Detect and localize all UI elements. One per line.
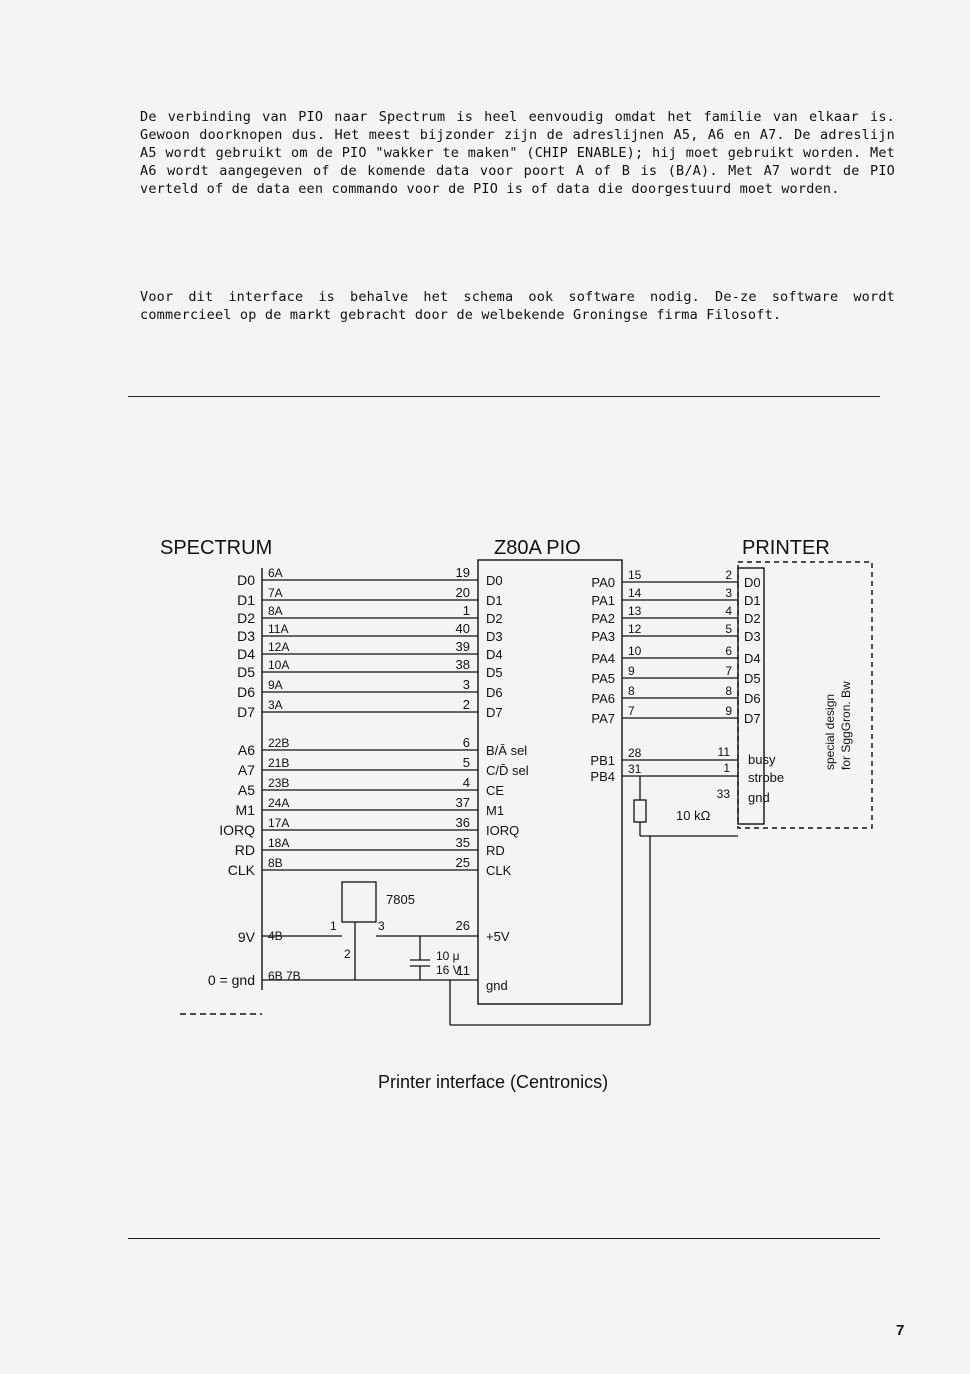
pio-left-label: B/Ā sel: [486, 743, 528, 758]
edge-label: 3A: [268, 698, 283, 712]
pio-pin-number: 38: [455, 657, 470, 672]
pio-pin-number: 4: [462, 775, 470, 790]
credit-line-2: for SggGron. Bw: [839, 681, 853, 770]
spectrum-pin-m1: M1: [235, 802, 255, 818]
pio-pin-number: 6: [462, 735, 470, 750]
spectrum-pin-d3: D3: [237, 628, 255, 644]
pio-plus5v-label: +5V: [486, 929, 510, 944]
pio-port-pin: 13: [628, 604, 642, 618]
pio-title: Z80A PIO: [494, 537, 581, 559]
spectrum-pin-iorq: IORQ: [219, 822, 255, 838]
credit-line-1: special design: [823, 693, 837, 770]
printer-ctrl-pin: 33: [716, 787, 730, 801]
pio-pb-pin: 31: [628, 762, 642, 776]
printer-pin-number: 8: [725, 684, 732, 698]
edge-label: 9A: [268, 678, 283, 692]
spectrum-pin-a7: A7: [237, 762, 255, 778]
pio-pin-number: 35: [455, 835, 470, 850]
edge-label: 23B: [268, 776, 290, 790]
printer-busy-label: busy: [748, 752, 776, 767]
spectrum-pin-d4: D4: [237, 646, 255, 662]
printer-title: PRINTER: [742, 537, 830, 559]
pio-pin-number: 25: [455, 855, 470, 870]
printer-data-label: D5: [744, 671, 761, 686]
spectrum-pin-a5: A5: [237, 782, 255, 798]
printer-gnd-label: gnd: [748, 790, 770, 805]
spectrum-pin-d7: D7: [237, 704, 255, 720]
edge-label: 10A: [268, 658, 290, 672]
printer-data-label: D1: [744, 593, 761, 608]
pio-left-label: M1: [486, 803, 505, 818]
pio-pin-number: 37: [455, 795, 470, 810]
printer-pin-number: 6: [725, 644, 732, 658]
pio-port-pa0: PA0: [591, 575, 615, 590]
edge-label: 6A: [268, 566, 283, 580]
spectrum-pin-a6: A6: [237, 742, 255, 758]
intro-paragraph: De verbinding van PIO naar Spectrum is heel eenvoudig omdat het familie van elkaar is. Gewoon doorknopen dus. Het meest bijzonder zijn de adreslijnen A5, A6 en A7. De adreslijn A5 wordt gebruikt om de PIO "wakker te maken" (CHIP ENABLE); hij moet gebruikt worden. Met A6 wordt aangegeven of de komende data voor poort A of B is (B/A). Met A7 wordt de PIO verteld of de data een commando voor de PIO is of data die doorgestuurd moet worden.: [140, 109, 895, 197]
pio-left-label: IORQ: [486, 823, 520, 838]
regulator-pin: 1: [330, 919, 337, 933]
pio-left-label: D5: [486, 665, 503, 680]
pio-pb4: PB4: [590, 769, 615, 784]
spectrum-pin-d0: D0: [237, 572, 255, 588]
printer-ctrl-pin: 1: [723, 761, 730, 775]
edge-label: 22B: [268, 736, 290, 750]
printer-pin-number: 9: [725, 704, 732, 718]
spectrum-pin-d6: D6: [237, 684, 255, 700]
pio-gnd-label: gnd: [486, 978, 508, 993]
spectrum-pin-d2: D2: [237, 610, 255, 626]
software-paragraph: Voor dit interface is behalve het schema ook software nodig. De-ze software wordt commercieel op de markt gebracht door de welbekende Groningse firma Filosoft.: [140, 289, 895, 323]
printer-ctrl-pin: 11: [717, 745, 730, 759]
resistor-10k: [634, 800, 646, 822]
spectrum-title: SPECTRUM: [160, 537, 273, 559]
pio-left-label: D6: [486, 685, 503, 700]
regulator-pin: 3: [378, 919, 385, 933]
pio-pin-number: 19: [455, 565, 470, 580]
edge-label: 11A: [268, 622, 289, 636]
supply-9v-label: 9V: [237, 929, 255, 945]
pio-pin-number: 1: [462, 603, 470, 618]
pio-pin-26: 26: [455, 918, 470, 933]
pio-port-pin: 8: [628, 684, 635, 698]
pio-port-pin: 9: [628, 664, 635, 678]
pio-left-label: RD: [486, 843, 505, 858]
pio-port-pin: 7: [628, 704, 635, 718]
pio-port-pa6: PA6: [591, 691, 615, 706]
edge-label: 12A: [268, 640, 290, 654]
pio-port-pa7: PA7: [591, 711, 615, 726]
printer-data-label: D7: [744, 711, 761, 726]
printer-data-label: D6: [744, 691, 761, 706]
pio-port-pin: 10: [628, 644, 642, 658]
pio-port-pin: 14: [628, 586, 642, 600]
pio-port-pa2: PA2: [591, 611, 615, 626]
regulator-pin: 2: [344, 947, 351, 961]
pio-pin-11: 11: [456, 963, 470, 978]
pio-pin-number: 36: [455, 815, 470, 830]
spectrum-pin-clk: CLK: [227, 862, 255, 878]
pio-left-label: C/D̄ sel: [486, 763, 529, 778]
pio-port-pa3: PA3: [591, 629, 615, 644]
supply-9v-pin: 4B: [268, 929, 283, 943]
pio-pin-number: 3: [462, 677, 470, 692]
pio-port-pin: 15: [628, 568, 642, 582]
pio-left-label: D3: [486, 629, 503, 644]
printer-data-label: D4: [744, 651, 761, 666]
pio-port-pa1: PA1: [591, 593, 615, 608]
printer-pin-number: 5: [725, 622, 732, 636]
edge-label: 21B: [268, 756, 290, 770]
edge-label: 24A: [268, 796, 290, 810]
spectrum-pin-d1: D1: [237, 592, 255, 608]
pio-port-pa4: PA4: [591, 651, 615, 666]
pio-left-label: CLK: [486, 863, 512, 878]
pio-left-label: D0: [486, 573, 503, 588]
printer-pin-number: 4: [725, 604, 732, 618]
edge-label: 8B: [268, 856, 283, 870]
supply-gnd-label: 0 = gnd: [207, 972, 255, 988]
spectrum-pin-rd: RD: [234, 842, 255, 858]
pio-left-label: D2: [486, 611, 503, 626]
page-number: 7: [896, 1322, 905, 1339]
edge-label: 8A: [268, 604, 283, 618]
spectrum-pin-d5: D5: [237, 664, 255, 680]
pio-port-pin: 12: [628, 622, 642, 636]
edge-label: 17A: [268, 816, 290, 830]
printer-strobe-label: strobe: [748, 770, 785, 785]
pio-pb1: PB1: [590, 753, 615, 768]
bottom-divider: [128, 1238, 880, 1239]
supply-gnd-pins: 6B 7B: [268, 969, 301, 983]
pio-pin-number: 2: [462, 697, 470, 712]
pio-pb-pin: 28: [628, 746, 642, 760]
printer-pin-number: 2: [725, 568, 732, 582]
printer-pin-number: 3: [725, 586, 732, 600]
pio-left-label: D4: [486, 647, 503, 662]
regulator-label: 7805: [386, 892, 415, 907]
printer-data-label: D0: [744, 575, 761, 590]
circuit-diagram: [0, 520, 970, 1100]
capacitor-label: 16 V: [436, 963, 461, 977]
pio-left-label: D1: [486, 593, 503, 608]
pio-port-pa5: PA5: [591, 671, 615, 686]
pio-pin-number: 5: [462, 755, 470, 770]
pio-pin-number: 40: [455, 621, 470, 636]
printer-data-label: D2: [744, 611, 761, 626]
pio-pin-number: 39: [455, 639, 470, 654]
printer-data-label: D3: [744, 629, 761, 644]
pio-left-label: D7: [486, 705, 503, 720]
capacitor-label: 10 μ: [436, 949, 460, 963]
resistor-label: 10 kΩ: [676, 808, 711, 823]
edge-label: 7A: [268, 586, 283, 600]
pio-left-label: CE: [486, 783, 505, 798]
top-divider: [128, 396, 880, 397]
edge-label: 18A: [268, 836, 290, 850]
diagram-caption: Printer interface (Centronics): [378, 1072, 609, 1092]
regulator-7805: [342, 882, 376, 922]
pio-pin-number: 20: [455, 585, 470, 600]
printer-pin-number: 7: [725, 664, 732, 678]
